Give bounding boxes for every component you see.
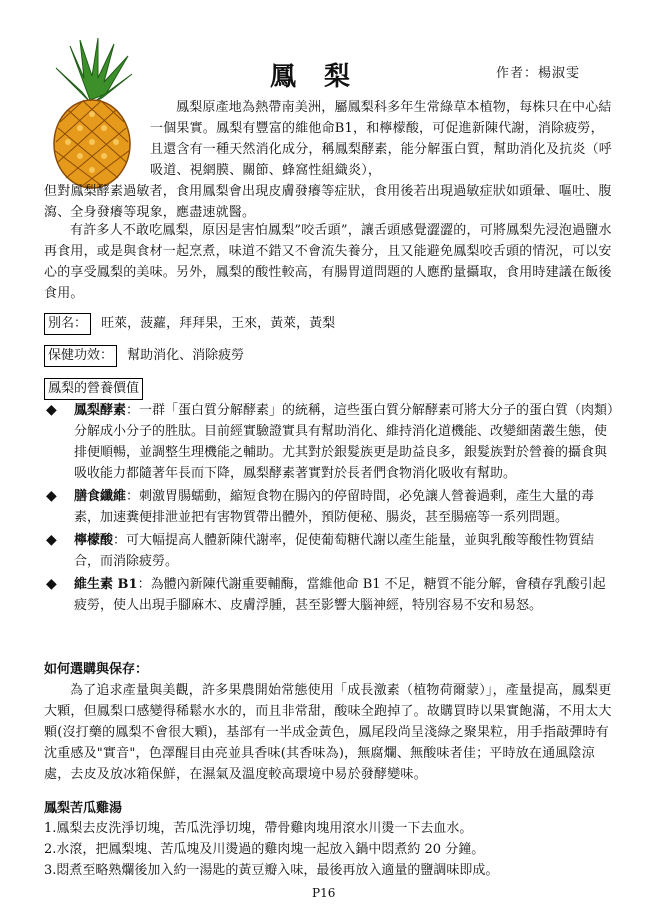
nutrient-term: 維生素 B1 [74,577,138,592]
nutrient-term: 檸檬酸 [74,533,114,548]
diamond-bullet-icon: ◆ [46,488,57,504]
author-line: 作者：楊淑雯 [496,66,581,81]
list-item [44,574,616,616]
diamond-bullet-icon: ◆ [46,532,57,548]
pineapple-illustration [36,38,144,190]
nutrition-list [44,400,616,618]
recipe-step: 2.水滾，把鳳梨塊、苦瓜塊及川燙過的雞肉塊一起放入鍋中悶煮約 20 分鐘。 [44,842,485,857]
eating-tips-paragraph: 有許多人不敢吃鳳梨，原因是害怕鳳梨”咬舌頭”，讓舌頭感覺澀澀的，可將鳳梨先浸泡過鹽水再食用，或是與食材一起烹煮，味道不錯又不會流失養分，且又能避免鳳梨咬舌頭的情況，可以安心的享受鳳梨的美味。另外，鳳梨的酸性較高，有腸胃道問題的人應酌量攝取，食用時建議在飯後食用。 [44,223,612,301]
recipe-heading: 鳳梨苦瓜雞湯 [44,801,123,816]
pineapple-crown [56,38,132,102]
recipe-steps [44,818,616,881]
health-label: 保健功效： [44,345,117,367]
diamond-bullet-icon: ◆ [46,576,57,592]
buying-storage-heading: 如何選購與保存： [44,662,149,677]
nutrition-heading-row [44,378,149,400]
nutrient-term: 膳食纖維 [74,489,127,504]
nutrient-description: ：可大幅提高人體新陳代謝率，促使葡萄糖代謝以產生能量，並與乳酸等酸性物質結合，而消除疲勞。 [74,533,595,569]
nutrient-term: 鳳梨酵素 [74,403,127,418]
alias-row [44,313,335,335]
intro-paragraph-wrapped: 鳳梨原產地為熱帶南美洲，屬鳳梨科多年生常綠草本植物，每株只在中心結一個果實。鳳梨有豐富的維他命B1，和檸檬酸，可促進新陳代謝，消除疲勞，且還含有一種天然消化成分，稱鳳梨酵素，能分解蛋白質，幫助消化及抗炎（呼吸道、視網膜、關節、蜂窩性組織炎）， [150,100,613,178]
nutrient-description: ：刺激胃腸蠕動，縮短食物在腸內的停留時間，必免讓人營養過剩，產生大量的毒素，加速糞便排泄並把有害物質帶出體外，預防便秘、腸炎，甚至腸癌等一系列問題。 [74,489,595,525]
alias-value: 旺萊，菠蘿，拜拜果，王來，黃萊，黃梨 [101,316,336,331]
alias-label: 別名： [44,313,91,335]
health-value: 幫助消化、消除疲勞 [127,348,245,363]
list-item [44,400,616,484]
buying-storage-paragraph: 為了追求產量與美觀，許多果農開始常態使用「成長激素（植物荷爾蒙）」，產量提高，鳳梨更大顆，但鳳梨口感變得稀鬆水水的，而且非常甜，酸味全跑掉了。故購買時以果實飽滿，不用太大顆(沒打藥的鳳梨不會很大顆)，基部有一半成金黃色，鳳尾段尚呈淺綠之聚果粒，用手指敲彈時有沈重感及"實音"，色澤醒目由亮並具香味(其香味為)，無腐爛、無酸味者佳；平時放在通風陰涼處，去皮及放冰箱保鮮，在濕氣及溫度較高環境中易於發酵變味。 [44,683,612,782]
list-item [44,486,616,528]
recipe-step: 3.悶煮至略熟爛後加入約一湯匙的黃豆瓣入味，最後再放入適量的鹽調味即成。 [44,863,499,878]
page-number: P16 [312,886,336,900]
intro-paragraph-rest: 但對鳳梨酵素過敏者，食用鳳梨會出現皮膚發癢等症狀，食用後若出現過敏症狀如頭暈、嘔吐、腹瀉、全身發癢等現象，應盡速就醫。 [44,184,612,220]
nutrient-description: ：為體內新陳代謝重要輔酶，當維他命 B1 不足，糖質不能分解，會積存乳酸引起疲勞，使人出現手腳麻木、皮膚浮腫，甚至影響大腦神經，特別容易不安和易怒。 [74,577,606,613]
recipe-step: 1.鳳梨去皮洗淨切塊，苦瓜洗淨切塊，帶骨雞肉塊用滾水川燙一下去血水。 [44,821,473,836]
nutrition-heading: 鳳梨的營養價值 [44,378,143,400]
diamond-bullet-icon: ◆ [46,402,57,418]
page-title: 鳳梨 [270,62,379,92]
health-benefit-row [44,345,244,367]
list-item [44,530,616,572]
nutrient-description: ：一群「蛋白質分解酵素」的統稱，這些蛋白質分解酵素可將大分子的蛋白質（肉類）分解成小分子的胜肽。目前經實驗證實具有幫助消化、維持消化道機能、改變細菌叢生態，使排便順暢，並調整生理機能之輔助。尤其對於銀髮族更是助益良多，銀髮族對於營養的攝食與吸收能力都隨著年長而下降，鳳梨酵素著實對於長者們食物消化吸收有幫助。 [74,403,614,481]
